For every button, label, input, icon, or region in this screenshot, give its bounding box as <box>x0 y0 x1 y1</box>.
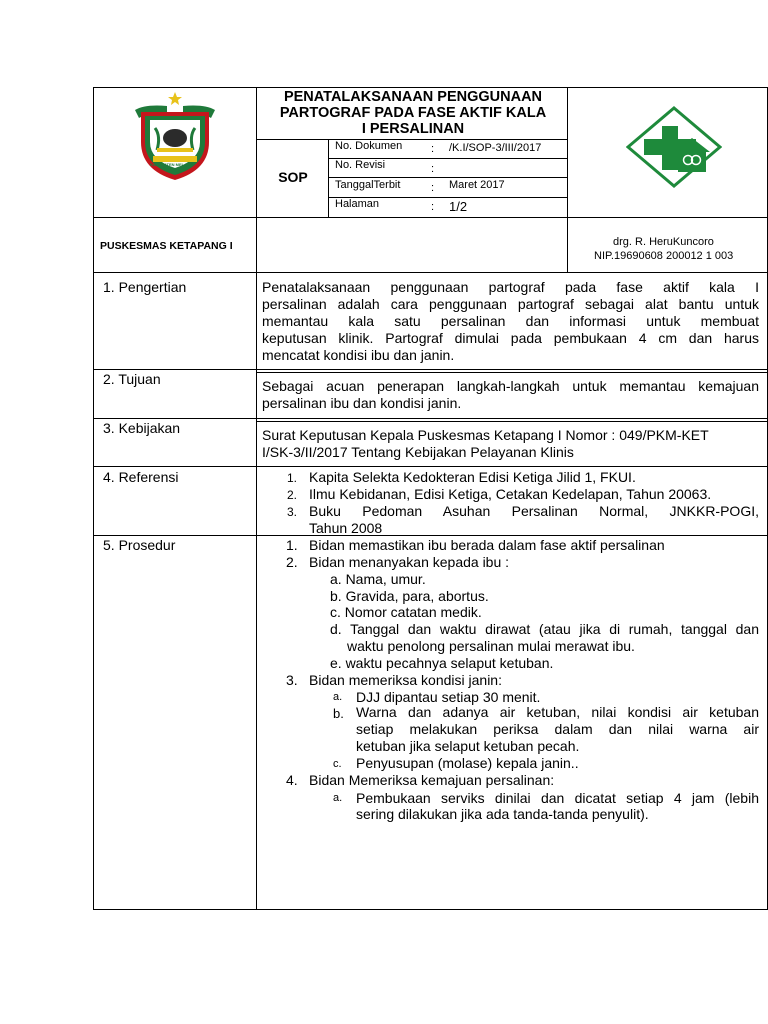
puskesmas-logo <box>626 106 722 188</box>
prosedur-step-2-a: a. Nama, umur. <box>330 571 426 587</box>
section-label-kebijakan: 3. Kebijakan <box>103 420 181 436</box>
pengertian-text <box>262 279 759 364</box>
meta-label-tanggal-terbit: TanggalTerbit <box>335 179 401 191</box>
referensi-item-1: Kapita Selekta Kedokteran Edisi Ketiga Jilid 1, FKUI. <box>309 469 636 485</box>
kebijakan-line-2: I/SK-3/II/2017 Tentang Kebijakan Pelayanan Klinis <box>262 444 574 460</box>
meta-label-no-revisi: No. Revisi <box>335 159 386 171</box>
prosedur-step-4-a-line-2: sering dilakukan jika ada tanda-tanda penyulit). <box>356 806 649 822</box>
prosedur-step-3-b-line-1: Warna dan adanya air ketuban, nilai kondisi air ketuban <box>356 704 759 720</box>
pengertian-line-3: memantau kala satu persalinan dan informasi untuk membuat <box>262 313 759 329</box>
prosedur-step-2: Bidan menanyakan kepada ibu : <box>309 554 510 570</box>
emblem-star <box>168 92 182 105</box>
title-line-3: I PERSALINAN <box>361 121 465 137</box>
section-label-tujuan: 2. Tujuan <box>103 371 161 387</box>
divider-sec-2b <box>256 421 768 422</box>
title-line-1: PENATALAKSANAAN PENGGUNAAN <box>283 89 543 105</box>
meta-colon-2: : <box>431 163 435 175</box>
divider-sec-3 <box>93 466 768 467</box>
prosedur-step-3-c: Penyusupan (molase) kepala janin.. <box>356 755 579 771</box>
document-title <box>258 89 568 137</box>
meta-value-tanggal-terbit: Maret 2017 <box>449 179 505 191</box>
prosedur-step-2-d-line-1: d. Tanggal dan waktu dirawat (atau jika di rumah, tanggal dan <box>330 621 759 637</box>
emblem-center-mark <box>163 129 187 147</box>
prosedur-step-3-a-num: a. <box>333 691 343 703</box>
prosedur-step-4: Bidan Memeriksa kemajuan persalinan: <box>309 772 555 788</box>
pengertian-line-2: persalinan adalah cara penggunaan partograf sebagai alat bantu untuk <box>262 296 759 312</box>
divider-title-bottom <box>256 139 568 140</box>
table-border-left <box>93 87 94 910</box>
meta-colon-3: : <box>431 182 435 194</box>
divider-sec-1b <box>256 372 768 373</box>
meta-colon-1: : <box>431 143 435 155</box>
prosedur-step-3-b-num: b. <box>333 706 344 721</box>
divider-meta-2 <box>328 177 568 178</box>
kebijakan-text <box>262 427 759 461</box>
prosedur-step-3-num: 3. <box>286 672 298 688</box>
prosedur-step-3: Bidan memeriksa kondisi janin: <box>309 672 502 688</box>
tujuan-line-2: persalinan ibu dan kondisi janin. <box>262 395 462 411</box>
referensi-num-3: 3. <box>287 505 298 519</box>
puskesmas-name: PUSKESMAS KETAPANG I <box>100 240 233 252</box>
prosedur-step-4-num: 4. <box>286 772 298 788</box>
prosedur-step-4-a-num: a. <box>333 792 343 804</box>
prosedur-step-1-num: 1. <box>286 537 298 553</box>
divider-header-bottom <box>93 217 768 218</box>
referensi-item-3-line-1: Buku Pedoman Asuhan Persalinan Normal, JNKKR-POGI, <box>309 503 759 519</box>
meta-value-halaman: 1/2 <box>449 199 468 214</box>
tujuan-line-1: Sebagai acuan penerapan langkah-langkah untuk memantau kemajuan <box>262 378 759 394</box>
referensi-num-2: 2. <box>287 488 298 502</box>
tujuan-text <box>262 378 759 412</box>
title-line-2: PARTOGRAF PADA FASE AKTIF KALA <box>279 105 547 121</box>
pengertian-line-5: mencatat kondisi ibu dan janin. <box>262 347 455 363</box>
regency-emblem-logo <box>127 90 223 182</box>
meta-label-no-dokumen: No. Dokumen <box>335 140 403 152</box>
signatory-name: drg. R. HeruKuncoro <box>613 236 714 248</box>
prosedur-step-2-e: e. waktu pecahnya selaput ketuban. <box>330 655 554 671</box>
prosedur-step-3-b-line-2: setiap melakukan periksa dalam dan nilai warna air <box>356 721 759 737</box>
signatory-nip: NIP.19690608 200012 1 003 <box>594 250 734 262</box>
prosedur-step-1: Bidan memastikan ibu berada dalam fase aktif persalinan <box>309 537 665 553</box>
referensi-item-2: Ilmu Kebidanan, Edisi Ketiga, Cetakan Kedelapan, Tahun 20063. <box>309 486 712 502</box>
divider-sec-2 <box>93 418 768 419</box>
divider-puskesmas-bottom <box>93 272 768 273</box>
divider-sec-4 <box>93 535 768 536</box>
meta-value-no-dokumen: /K.I/SOP-3/III/2017 <box>449 142 542 154</box>
meta-label-halaman: Halaman <box>335 198 380 210</box>
emblem-caption: KABUPATEN MELAWI <box>150 162 192 167</box>
kebijakan-line-1: Surat Keputusan Kepala Puskesmas Ketapang I Nomor : 049/PKM-KET <box>262 427 709 443</box>
prosedur-step-2-d-line-2: waktu penolong persalinan mulai merawat ibu. <box>347 638 635 654</box>
table-border-top <box>93 87 768 88</box>
section-label-pengertian: 1. Pengertian <box>103 279 187 295</box>
meta-colon-4: : <box>431 201 435 213</box>
referensi-num-1: 1. <box>287 471 298 485</box>
emblem-base <box>157 148 193 152</box>
prosedur-step-3-a: DJJ dipantau setiap 30 menit. <box>356 689 541 705</box>
prosedur-step-3-c-num: c. <box>333 758 342 770</box>
divider-v1 <box>256 87 257 910</box>
divider-v-sop <box>328 139 329 217</box>
prosedur-step-2-c: c. Nomor catatan medik. <box>330 604 482 620</box>
section-label-referensi: 4. Referensi <box>103 469 179 485</box>
table-border-bottom <box>93 909 768 910</box>
prosedur-step-2-num: 2. <box>286 554 298 570</box>
divider-sec-1 <box>93 369 768 370</box>
prosedur-step-3-b-line-3: ketuban jika selaput ketuban pecah. <box>356 738 580 754</box>
sop-label: SOP <box>278 169 308 185</box>
pengertian-line-4: keputusan klinik. Partograf dimulai pada pembukaan 4 cm dan harus <box>262 330 759 346</box>
prosedur-step-2-b: b. Gravida, para, abortus. <box>330 588 489 604</box>
referensi-item-3-line-2: Tahun 2008 <box>309 520 383 536</box>
prosedur-step-4-a-line-1: Pembukaan serviks dinilai dan dicatat setiap 4 jam (lebih <box>356 790 759 806</box>
section-label-prosedur: 5. Prosedur <box>103 537 176 553</box>
pengertian-line-1: Penatalaksanaan penggunaan partograf pada fase aktif kala I <box>262 279 759 295</box>
